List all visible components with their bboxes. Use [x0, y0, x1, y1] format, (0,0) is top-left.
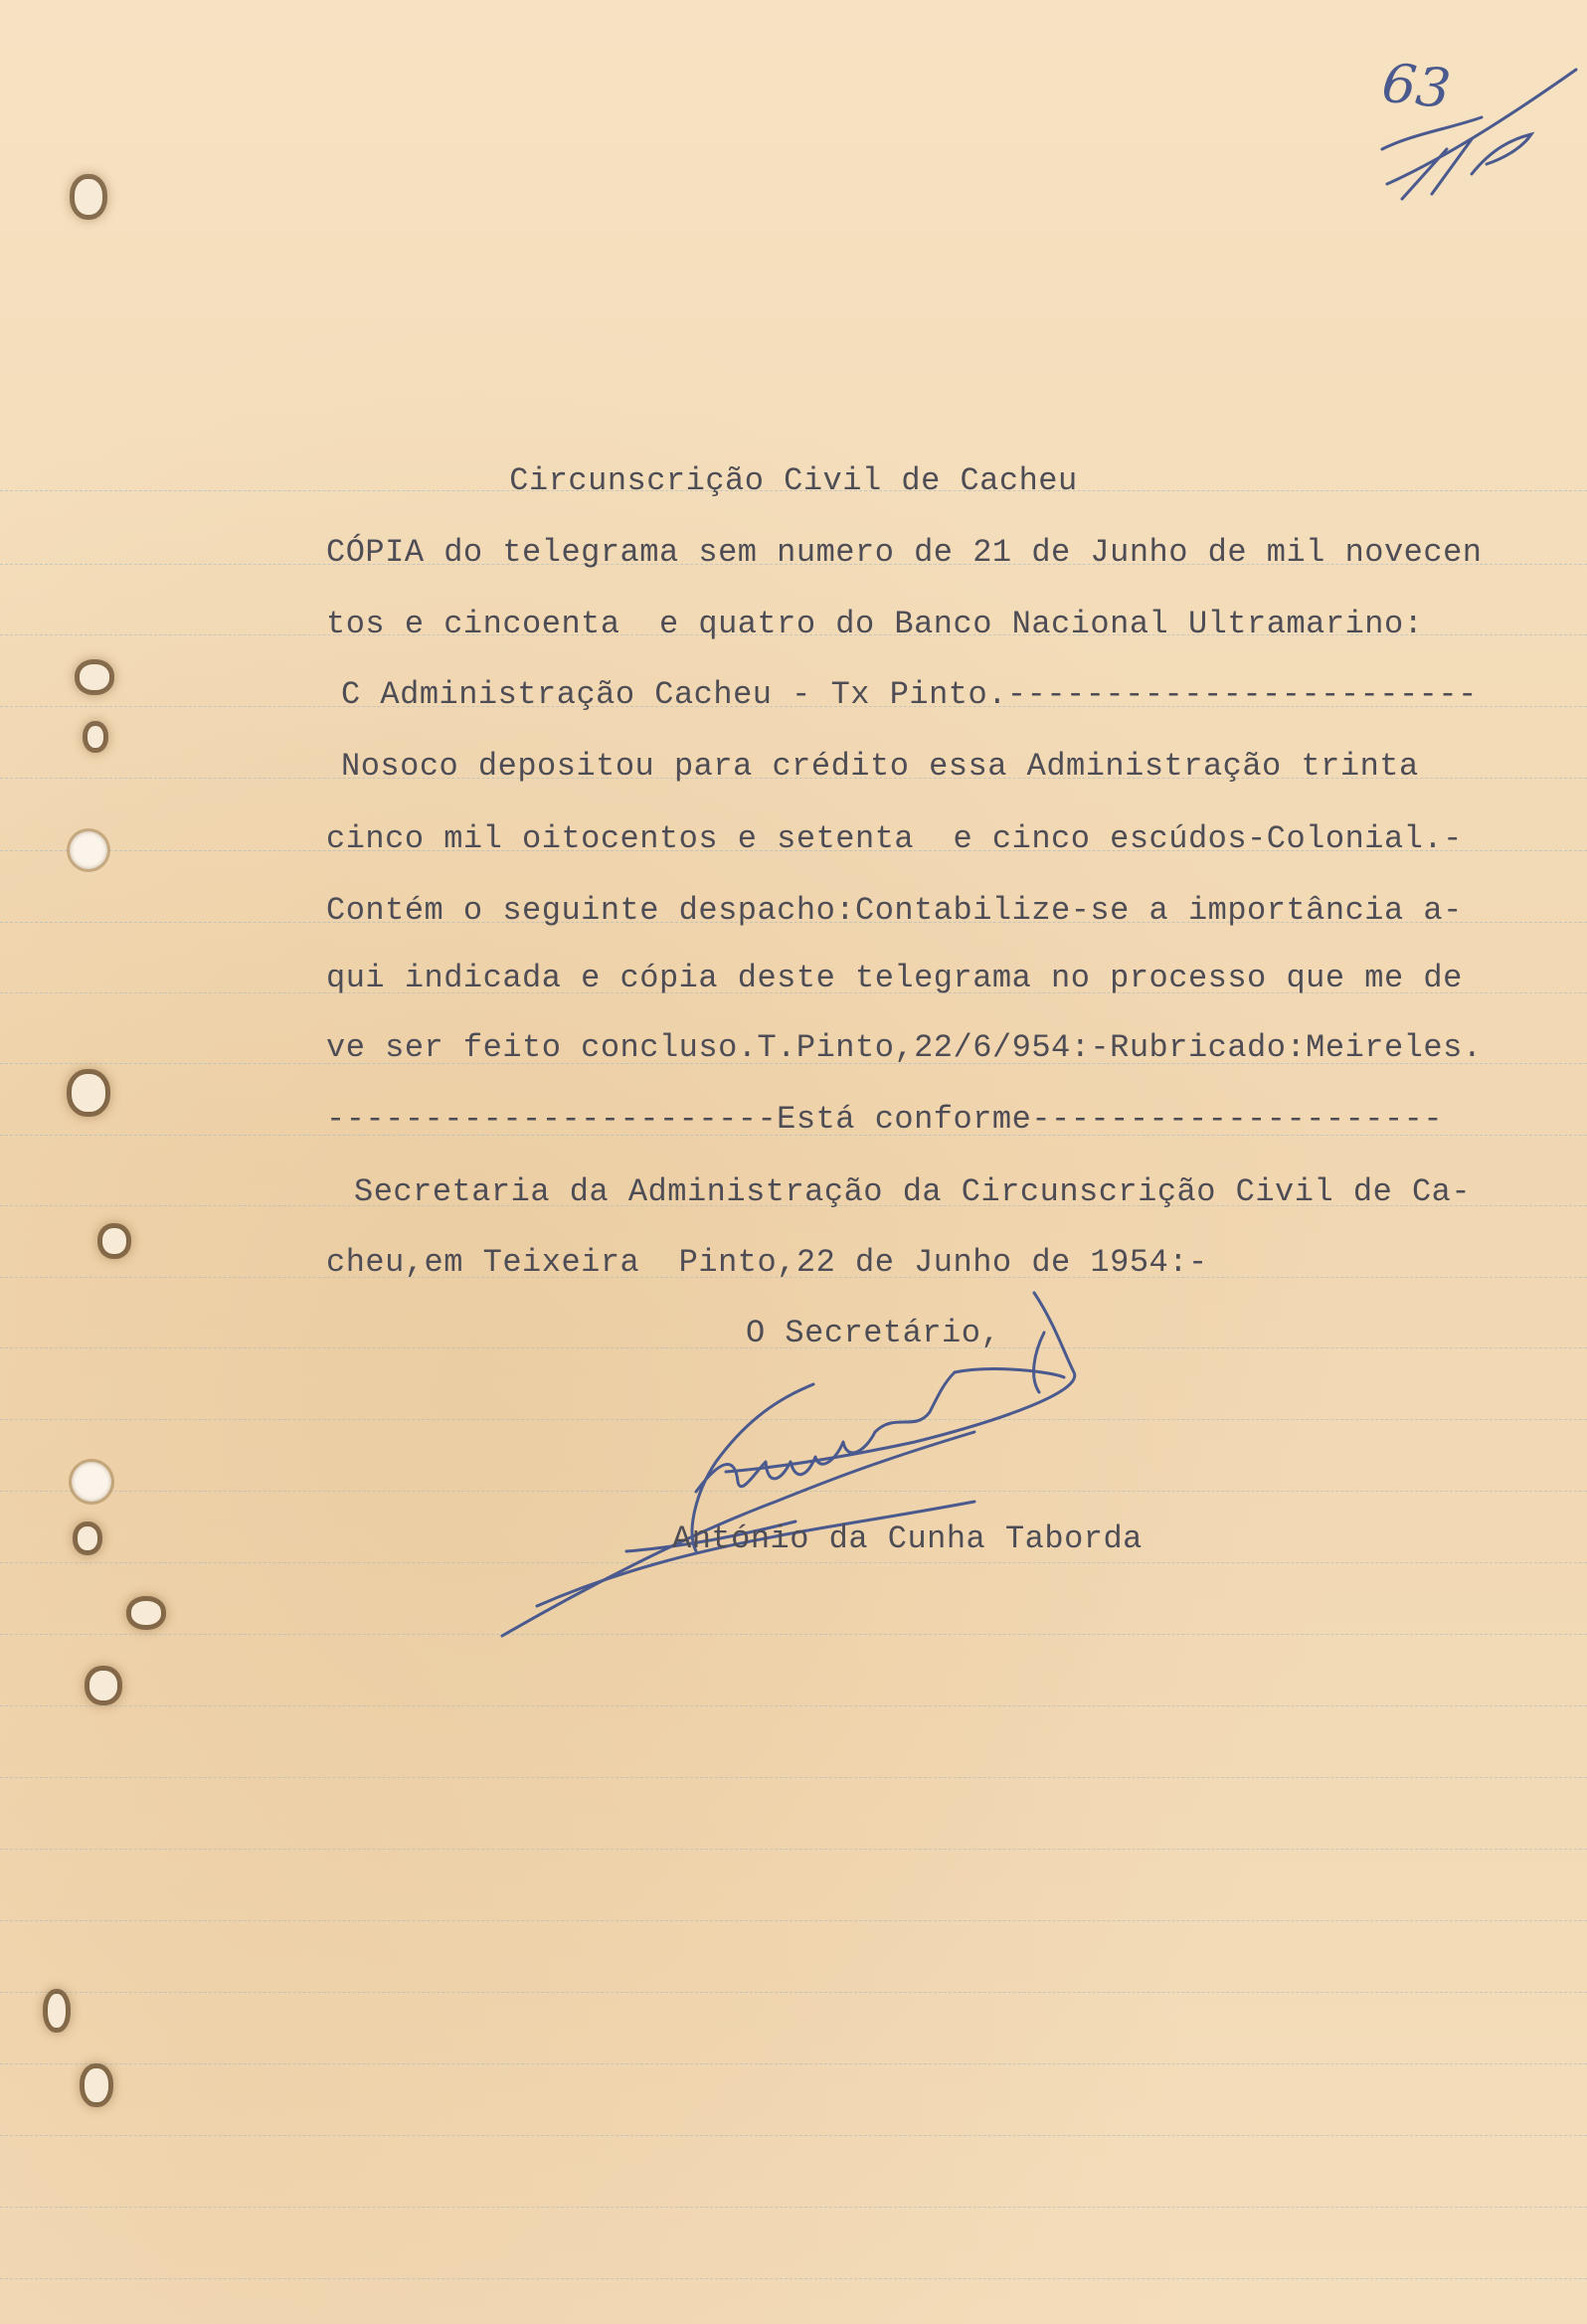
body-line: Nosoco depositou para crédito essa Administração trinta [341, 748, 1419, 785]
body-line: ve ser feito concluso.T.Pinto,22/6/954:-Rubricado:Meireles. [326, 1029, 1483, 1066]
folio-number: 63 [1378, 51, 1454, 121]
body-line: tos e cincoenta e quatro do Banco Nacional Ultramarino: [326, 606, 1424, 642]
signatory-name: António da Cunha Taborda [672, 1520, 1143, 1557]
signature-title: O Secretário, [746, 1315, 1001, 1351]
body-line: C Administração Cacheu - Tx Pinto.------------------------ [341, 676, 1478, 713]
document-heading: Circunscrição Civil de Cacheu [509, 462, 1078, 499]
body-line: cinco mil oitocentos e setenta e cinco escúdos-Colonial.- [326, 820, 1463, 857]
body-line: Secretaria da Administração da Circunscrição Civil de Ca- [354, 1173, 1472, 1210]
body-line: -----------------------Está conforme--------------------- [326, 1101, 1444, 1138]
body-line: qui indicada e cópia deste telegrama no processo que me de [326, 960, 1463, 996]
body-line: cheu,em Teixeira Pinto,22 de Junho de 1954:- [326, 1244, 1208, 1281]
body-line: CÓPIA do telegrama sem numero de 21 de Junho de mil novecen [326, 534, 1483, 571]
body-line: Contém o seguinte despacho:Contabilize-se a importância a- [326, 892, 1463, 929]
